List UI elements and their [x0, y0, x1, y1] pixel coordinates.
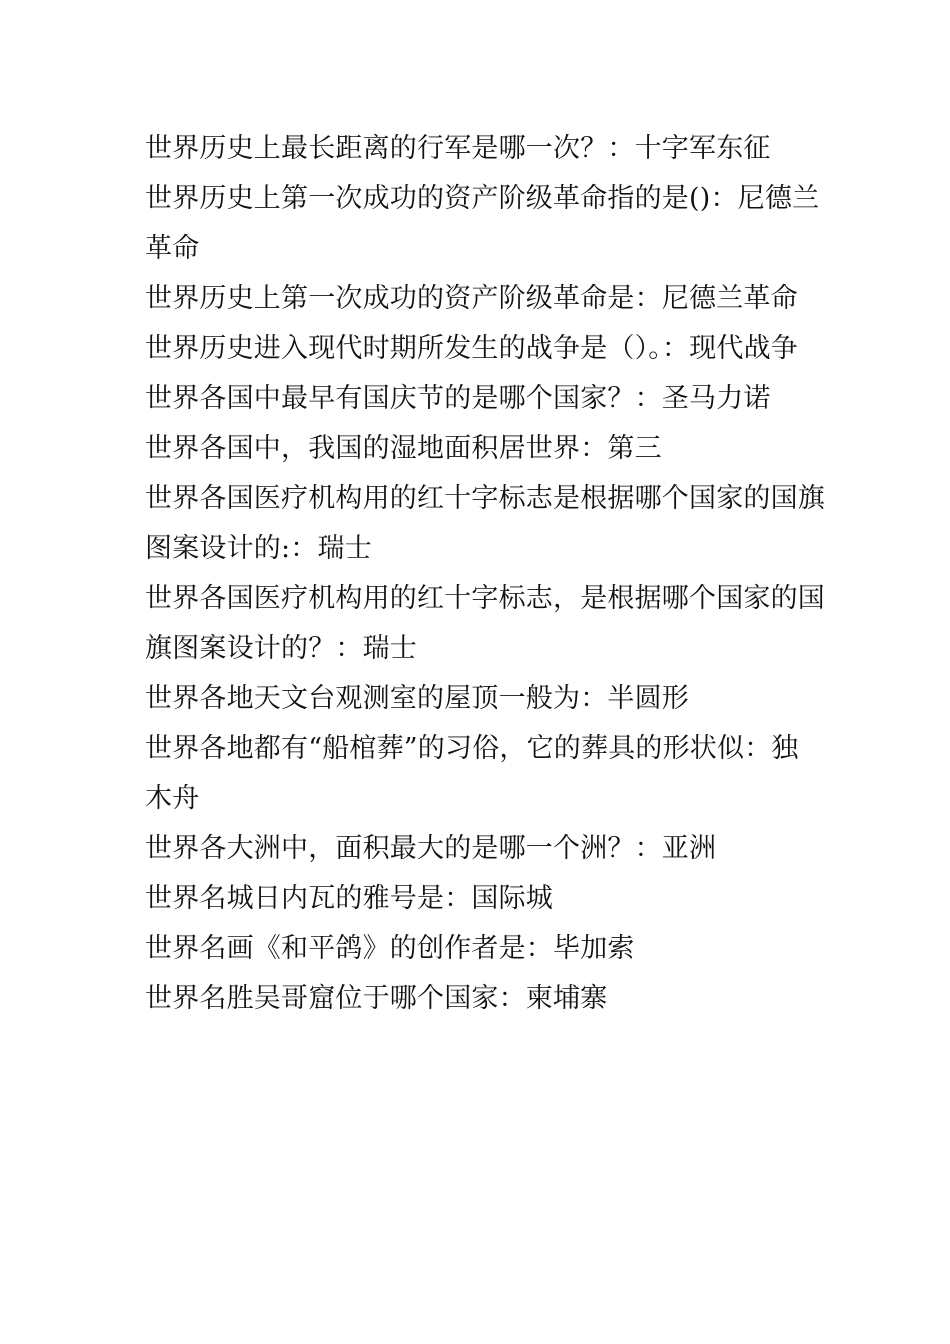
qa-item: 世界各国医疗机构用的红十字标志是根据哪个国家的国旗图案设计的:：瑞士 [145, 483, 825, 564]
qa-item: 世界各大洲中，面积最大的是哪一个洲？：亚洲 [145, 833, 717, 864]
qa-item: 世界名胜吴哥窟位于哪个国家：柬埔寨 [145, 983, 608, 1014]
qa-item: 世界历史进入现代时期所发生的战争是（）。：现代战争 [145, 333, 798, 364]
qa-item: 世界名画《和平鸽》的创作者是：毕加索 [145, 933, 635, 964]
qa-item: 世界历史上最长距离的行军是哪一次？：十字军东征 [145, 133, 771, 164]
qa-list [145, 124, 825, 1024]
qa-item: 世界各国医疗机构用的红十字标志，是根据哪个国家的国旗图案设计的？：瑞士 [145, 583, 825, 664]
qa-item: 世界各地天文台观测室的屋顶一般为：半圆形 [145, 683, 689, 714]
qa-item: 世界各国中最早有国庆节的是哪个国家？：圣马力诺 [145, 383, 771, 414]
qa-item: 世界名城日内瓦的雅号是：国际城 [145, 883, 553, 914]
qa-item: 世界各国中，我国的湿地面积居世界：第三 [145, 433, 662, 464]
qa-item: 世界历史上第一次成功的资产阶级革命是：尼德兰革命 [145, 283, 798, 314]
qa-item: 世界各地都有“船棺葬”的习俗，它的葬具的形状似：独木舟 [145, 733, 799, 814]
qa-item: 世界历史上第一次成功的资产阶级革命指的是()：尼德兰革命 [145, 183, 820, 264]
